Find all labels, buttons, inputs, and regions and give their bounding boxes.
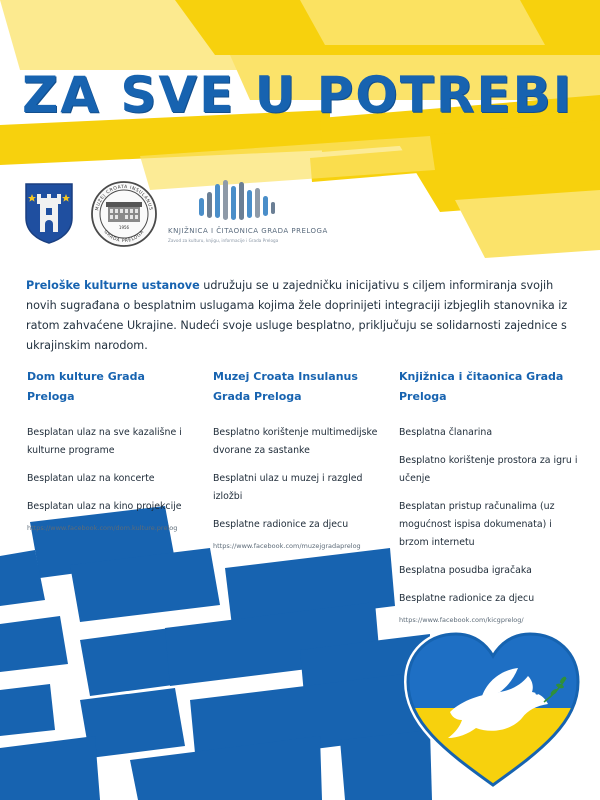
- service-item: Besplatni ulaz u muzej i razgled izložbi: [213, 473, 363, 502]
- column-heading: Knjižnica i čitaonica Grada Preloga: [399, 370, 564, 403]
- museum-seal-text-bottom: GRADA PRELOGA: [102, 229, 146, 245]
- intro-text: udružuju se u zajedničku inicijativu s ciljem informiranja svojih novih sugrađana o besplatnim uslugama kojima žele doprinijeti integraciji izbjeglih stanovnika iz ratom zahvaćene Ukrajine. Nudeći svoje usluge besplatno, priključuju se solidarnosti zajednice s ukrajinskim narodom.: [26, 279, 568, 352]
- library-tagline: Zavod za kulturu, knjigu, informacije i Grada Preloga: [168, 238, 279, 243]
- library-logo-bars-icon: [197, 178, 277, 222]
- service-item: Besplatan ulaz na kino projekcije: [27, 501, 182, 512]
- service-item: Besplatna članarina: [399, 427, 493, 438]
- facebook-link[interactable]: https://www.facebook.com/dom.kulture.prelog: [27, 524, 178, 532]
- library-name: KNJIŽNICA I ČITAONICA GRADA PRELOGA: [168, 227, 328, 235]
- blue-stripes: [0, 506, 432, 800]
- museum-seal-year: 1956: [118, 225, 130, 230]
- facebook-link[interactable]: https://www.facebook.com/muzejgradaprelog: [213, 542, 361, 550]
- page-title: ZA SVE U POTREBI: [22, 66, 574, 124]
- service-item: Besplatne radionice za djecu: [213, 519, 349, 530]
- service-item: Besplatan ulaz na koncerte: [27, 473, 155, 484]
- service-item: Besplatan pristup računalima (uz mogućnost ispisa dokumenata) i brzom internetu: [399, 501, 555, 548]
- column-dom-kulture: [27, 367, 189, 532]
- intro-highlight: Preloške kulturne ustanove: [26, 279, 200, 292]
- column-muzej: [213, 367, 381, 550]
- museum-seal-icon: [90, 180, 158, 248]
- service-item: Besplatne radionice za djecu: [399, 593, 535, 604]
- column-heading: Dom kulture Grada Preloga: [27, 370, 145, 403]
- column-heading: Muzej Croata Insulanus Grada Preloga: [213, 370, 358, 403]
- service-item: Besplatno korištenje prostora za igru i učenje: [399, 455, 578, 484]
- intro-paragraph: [26, 276, 582, 356]
- museum-seal-text-top: MUZEJ CROATA INSULANUS: [95, 184, 153, 212]
- column-knjiznica: [399, 367, 579, 624]
- service-item: Besplatna posudba igračaka: [399, 565, 532, 576]
- town-coat-of-arms-icon: [24, 182, 74, 244]
- facebook-link[interactable]: https://www.facebook.com/kicgprelog/: [399, 616, 524, 624]
- service-item: Besplatno korištenje multimedijske dvorane za sastanke: [213, 427, 378, 456]
- service-item: Besplatan ulaz na sve kazališne i kulturne programe: [27, 427, 182, 456]
- ukraine-heart-dove-icon: [404, 630, 582, 790]
